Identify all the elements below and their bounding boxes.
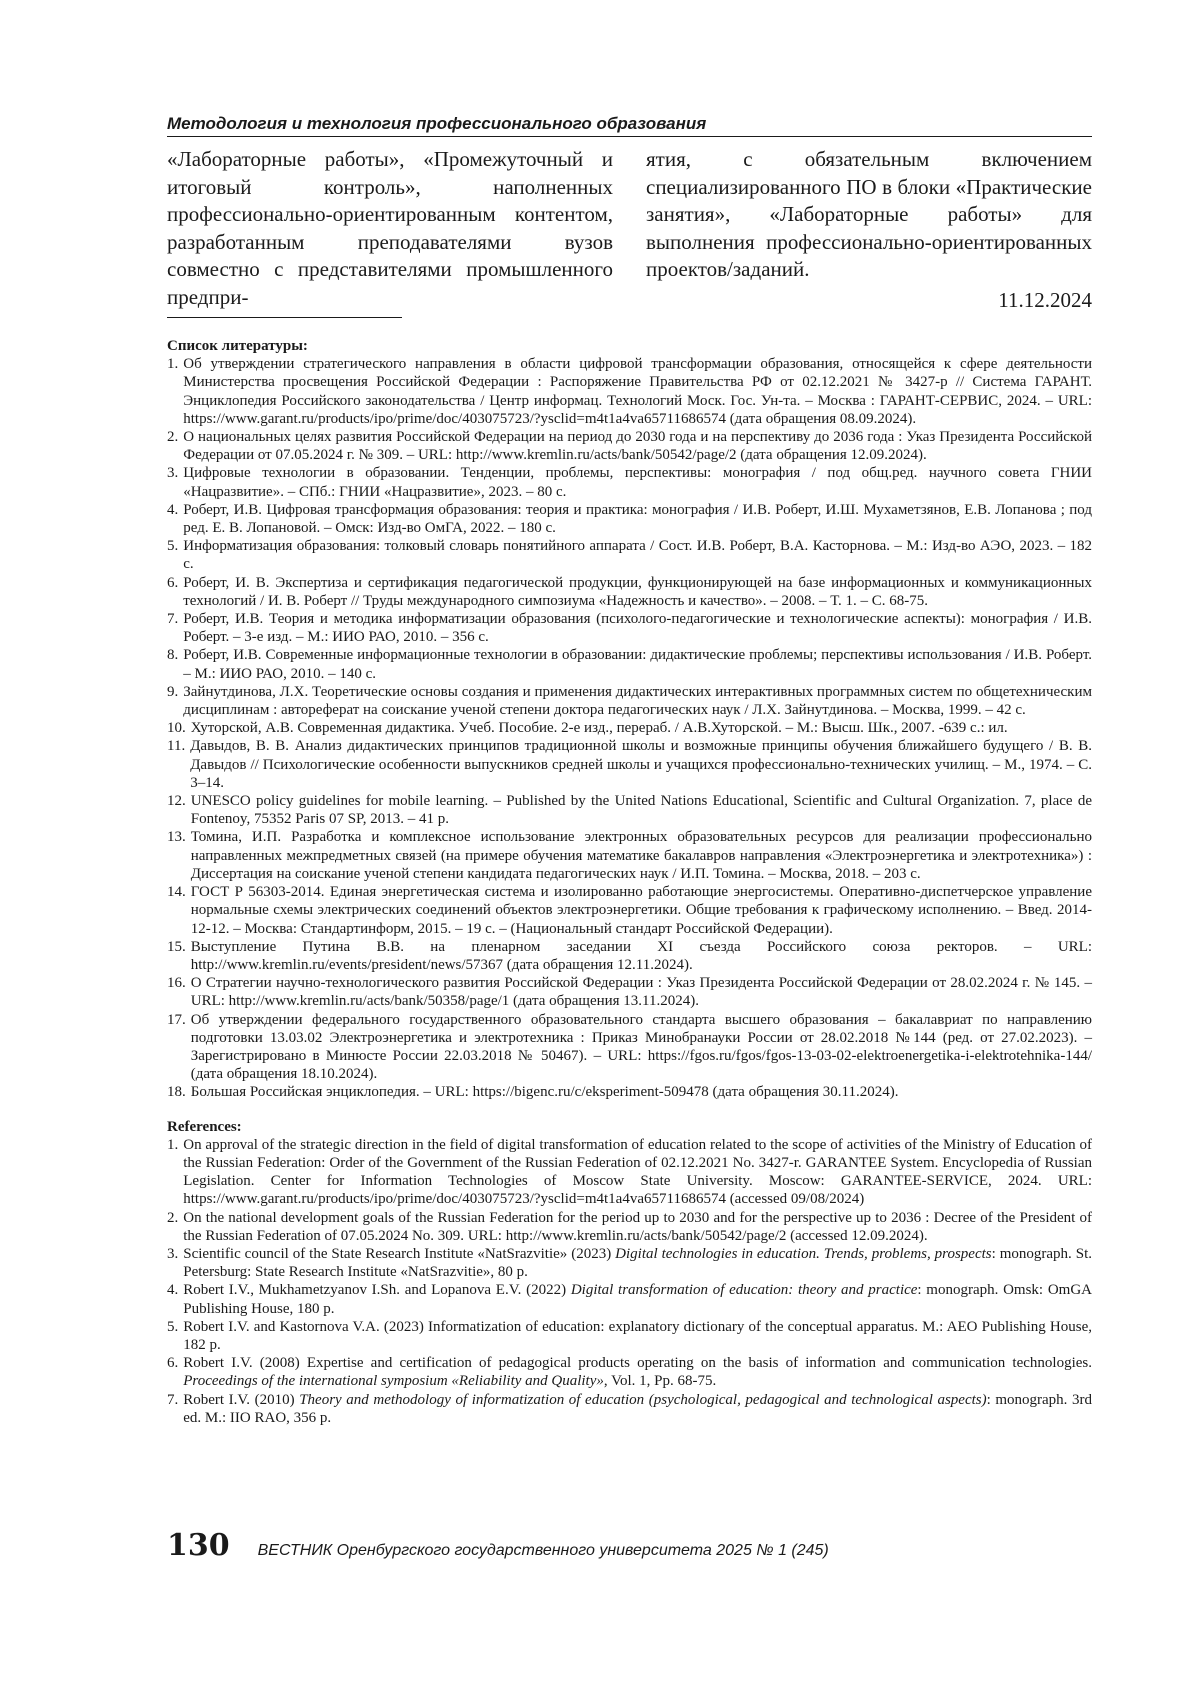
ref-number: 7. <box>167 1391 179 1408</box>
ref-text <box>183 1209 1092 1245</box>
literature-item <box>167 610 1092 646</box>
literature-item <box>167 828 1092 883</box>
literature-item <box>167 683 1092 719</box>
ref-number: 6. <box>167 1355 179 1372</box>
literature-item <box>167 464 1092 500</box>
footnote-divider <box>167 317 402 318</box>
ref-text-pre: Robert I.V. (2008) Expertise and certification of pedagogical products operating on the basis of information and communication technologies. <box>183 1355 1092 1372</box>
ref-text: UNESCO policy guidelines for mobile learning. – Published by the United Nations Educational, Scientific and Cultural Organization. 7, place de Fontenoy, 75352 Paris 07 SP, 2013. – 41 p. <box>190 793 1092 828</box>
ref-number: 8. <box>167 647 179 664</box>
ref-text-post: , Vol. 1, Pp. 68-75. <box>603 1373 717 1390</box>
references-item <box>167 1281 1092 1317</box>
ref-number: 14. <box>167 884 186 901</box>
journal-name: ВЕСТНИК Оренбургского государственного университета 2025 № 1 (245) <box>257 1542 829 1559</box>
ref-text <box>183 1136 1092 1209</box>
ref-number: 16. <box>167 975 186 992</box>
ref-text: Хуторской, А.В. Современная дидактика. Учеб. Пособие. 2-е изд., перераб. / А.В.Хуторской. – М.: Высш. Шк., 2007. -639 с.: ил. <box>190 720 1008 737</box>
literature-list <box>167 355 1092 1101</box>
submission-date: 11.12.2024 <box>998 287 1092 312</box>
ref-text: Информатизация образования: толковый словарь понятийного аппарата / Сост. И.В. Роберт, В.А. Касторнова. – М.: Изд-во АЭО, 2023. – 182 с. <box>183 538 1092 573</box>
ref-text: Выступление Путина В.В. на пленарном заседании XI съезда Российского союза ректоров. – URL: http://www.kremlin.ru/events/president/news/57367 (дата обращения 12.11.2024). <box>190 938 1092 973</box>
ref-number: 1. <box>167 356 179 373</box>
ref-number: 2. <box>167 1209 179 1226</box>
references-item <box>167 1209 1092 1245</box>
ref-number: 4. <box>167 501 179 518</box>
ref-text: ГОСТ Р 56303-2014. Единая энергетическая система и изолированно работающие энергосистемы. Оперативно-диспетчерское управление нормальные схемы электрических соединений объектов электроэнергетики. Общие требования к графическому исполнению. – Введ. 2014-12-12. – Москва: Стандартинформ, 2015. – 19 с. – (Национальный стандарт Российской Федерации). <box>190 884 1092 937</box>
literature-item <box>167 938 1092 974</box>
literature-item <box>167 537 1092 573</box>
ref-text: Цифровые технологии в образовании. Тенденции, проблемы, перспективы: монография / под общ.ред. научного совета ГНИИ «Нацразвитие». – СПб.: ГНИИ «Нацразвитие», 2023. – 80 с. <box>183 465 1092 500</box>
ref-text: Большая Российская энциклопедия. – URL: https://bigenc.ru/c/eksperiment-509478 (дата обращения 30.11.2024). <box>190 1084 899 1101</box>
ref-number: 13. <box>167 829 186 846</box>
ref-number: 5. <box>167 538 179 555</box>
ref-text-post: : monograph. 3rd ed. M.: IIO RAO, 356 p. <box>183 1391 1093 1426</box>
references-item <box>167 1391 1092 1427</box>
references-item <box>167 1318 1092 1354</box>
ref-number: 7. <box>167 611 179 628</box>
ref-number: 1. <box>167 1136 179 1153</box>
ref-text: Роберт, И. В. Экспертиза и сертификация педагогической продукции, функционирующей на базе информационных и коммуникационных технологий / И. В. Роберт // Труды международного симпозиума «Надежность и качество». – 2008. – Т. 1. – С. 68-75. <box>183 574 1092 609</box>
ref-text-italic: Theory and methodology of informatization of education (psychological, pedagogical and technological aspects) <box>299 1391 987 1408</box>
literature-title: Список литературы: <box>167 338 308 354</box>
references-block <box>167 1118 1092 1427</box>
ref-text: Об утверждении стратегического направления в области цифровой трансформации образования, относящейся к сфере деятельности Министерства просвещения Российской Федерации : Распоряжение Правительства РФ от 02.12.2021 № 3427-р // Система ГАРАНТ. Энциклопедия Российского законодательства / Центр информац. Технологий Моск. Гос. Ун-та. – Москва : ГАРАНТ-СЕРВИС, 2024. – URL: https://www.garant.ru/products/ipo/prime/doc/403075723/?ysclid=m4t1a4va65711686574 (дата обращения 08.09.2024). <box>183 356 1092 427</box>
page-number: 130 <box>167 1528 230 1563</box>
ref-text-pre: Robert I.V. (2010) <box>183 1391 300 1408</box>
ref-number: 4. <box>167 1282 179 1299</box>
literature-item <box>167 974 1092 1010</box>
ref-text: Зайнутдинова, Л.Х. Теоретические основы создания и применения дидактических интерактивных программных систем по общетехническим дисциплинам : автореферат на соискание ученой степени доктора педагогических наук / Л.Х. Зайнутдинова. – Москва, 1999. – 42 с. <box>183 683 1092 719</box>
ref-text <box>183 1354 1092 1390</box>
ref-text-italic: Proceedings of the international symposium «Reliability and Quality» <box>183 1373 604 1390</box>
ref-number: 6. <box>167 574 179 591</box>
ref-number: 3. <box>167 465 179 482</box>
body-column-right <box>646 146 1092 314</box>
ref-text-post: : monograph. Omsk: OmGA Publishing House, 180 p. <box>183 1282 1092 1317</box>
ref-number: 12. <box>167 793 186 810</box>
ref-number: 5. <box>167 1318 179 1335</box>
ref-text-italic: Digital transformation of education: theory and practice <box>570 1282 918 1299</box>
ref-text: О Стратегии научно-технологического развития Российской Федерации : Указ Президента Российской Федерации от 28.02.2024 г. № 145. – URL: http://www.kremlin.ru/acts/bank/50358/page/1 (дата обращения 13.11.2024). <box>190 975 1092 1010</box>
ref-text: Давыдов, В. В. Анализ дидактических принципов традиционной школы и возможные принципы обучения ближайшего будущего / В. В. Давыдов // Психологические особенности выпускников средней школы и учащихся профессионально-технических училищ. – М., 1974. – С. 3–14. <box>190 738 1092 791</box>
ref-number: 18. <box>167 1084 186 1101</box>
literature-item <box>167 355 1092 428</box>
ref-number: 17. <box>167 1011 186 1028</box>
page-footer <box>167 1528 1092 1563</box>
ref-text-pre: On the national development goals of the Russian Federation for the period up to 2030 and for the perspective up to 2036 : Decree of the President of the Russian Federation of 07.05.2024 No. 309. URL: http://www.kremlin.ru/acts/bank/50542/page/2 (accessed 12.09.2024). <box>183 1209 1092 1244</box>
ref-text: Роберт, И.В. Теория и методика информатизации образования (психолого-педагогические и технологические аспекты): монография / И.В. Роберт. – 3-е изд. – М.: ИИО РАО, 2010. – 356 с. <box>183 611 1092 646</box>
literature-item <box>167 646 1092 682</box>
running-header: Методология и технология профессионального образования <box>167 113 1092 137</box>
ref-text <box>183 1391 1092 1427</box>
ref-text: О национальных целях развития Российской Федерации на период до 2030 года и на перспективу до 2036 года : Указ Президента Российской Федерации от 07.05.2024 г. № 309. – URL: http://www.kremlin.ru/acts/bank/50542/page/2 (дата обращения 12.09.2024). <box>183 429 1092 464</box>
references-item <box>167 1136 1092 1209</box>
body-column-right-text: ятия, с обязательным включением специализированного ПО в блоки «Практические занятия», «Лабораторные работы» для выполнения профессионально-ориентированных проектов/заданий. <box>646 147 1092 281</box>
literature-item <box>167 719 1092 737</box>
ref-text-pre: Robert I.V., Mukhametzyanov I.Sh. and Lopanova E.V. (2022) <box>183 1282 571 1299</box>
references-list <box>167 1136 1092 1427</box>
ref-text-pre: Robert I.V. and Kastornova V.A. (2023) Informatization of education: explanatory dictionary of the conceptual apparatus. M.: AEO Publishing House, 182 p. <box>183 1318 1092 1353</box>
ref-text <box>183 1281 1092 1317</box>
ref-text: Об утверждении федерального государственного образовательного стандарта высшего образования – бакалавриат по направлению подготовки 13.03.02 Электроэнергетика и электротехника : Приказ Минобранауки России от 28.02.2018 №144 (ред. от 27.02.2023). – Зарегистрировано в Минюсте России 22.03.2018 № 50467). – URL: https://fgos.ru/fgos/fgos-13-03-02-elektroenergetika-i-elektrotehnika-144/ (дата обращения 18.10.2024). <box>190 1011 1092 1083</box>
ref-text <box>183 1318 1092 1354</box>
literature-item <box>167 883 1092 938</box>
ref-text-pre: On approval of the strategic direction in the field of digital transformation of education related to the scope of activities of the Ministry of Education of the Russian Federation: Order of the Government of the Russian Federation of 02.12.2021 No. 3427-r. GARANTEE System. Encyclopedia of Russian Legislation. Center for Information Technologies of Moscow State University. Moscow: GARANTEE-SERVICE, 2024. URL: https://www.garant.ru/products/ipo/prime/doc/403075723/?ysclid=m4t1a4va65711686574 (accessed 09/08/2024) <box>183 1136 1092 1208</box>
ref-text: Роберт, И.В. Цифровая трансформация образования: теория и практика: монография / И.В. Роберт, И.Ш. Мухаметзянов, Е.В. Лопанова ; под ред. Е. В. Лопановой. – Омск: Изд-во ОмГА, 2022. – 180 с. <box>183 501 1092 537</box>
ref-text: Томина, И.П. Разработка и комплексное использование электронных образовательных ресурсов для реализации профессионально направленных межпредметных связей (на примере обучения математике бакалавров направления «Электроэнергетика и электротехника») : Диссертация на соискание ученой степени кандидата педагогических наук / И.П. Томина. – Москва, 2018. – 203 с. <box>190 829 1092 882</box>
ref-text-pre: Scientific council of the State Research Institute «NatSrazvitie» (2023) <box>183 1245 616 1262</box>
literature-item <box>167 501 1092 537</box>
ref-text-italic: Digital technologies in education. Trends, problems, prospects <box>615 1245 992 1262</box>
ref-text: Роберт, И.В. Современные информационные технологии в образовании: дидактические проблемы; перспективы использования / И.В. Роберт. – М.: ИИО РАО, 2010. – 140 с. <box>183 647 1092 682</box>
body-column-left: «Лабораторные работы», «Промежуточный и итоговый контроль», наполненных профессионально-ориентированным контентом, разработанным преподавателями вузов совместно с представителями промышленного предпри- <box>167 147 613 309</box>
ref-number: 10. <box>167 720 186 737</box>
literature-item <box>167 1083 1092 1101</box>
literature-item <box>167 737 1092 792</box>
ref-number: 3. <box>167 1245 179 1262</box>
bibliography <box>167 337 1092 1427</box>
literature-item <box>167 574 1092 610</box>
ref-number: 2. <box>167 429 179 446</box>
ref-number: 11. <box>167 738 186 755</box>
ref-text <box>183 1245 1092 1281</box>
literature-item <box>167 428 1092 464</box>
literature-item <box>167 792 1092 828</box>
references-title: References: <box>167 1118 242 1135</box>
ref-number: 15. <box>167 938 186 955</box>
references-item <box>167 1245 1092 1281</box>
ref-text-post: : monograph. St. Petersburg: State Research Institute «NatSrazvitie», 80 p. <box>183 1245 1092 1281</box>
ref-number: 9. <box>167 683 179 700</box>
references-item <box>167 1354 1092 1390</box>
literature-item <box>167 1011 1092 1084</box>
